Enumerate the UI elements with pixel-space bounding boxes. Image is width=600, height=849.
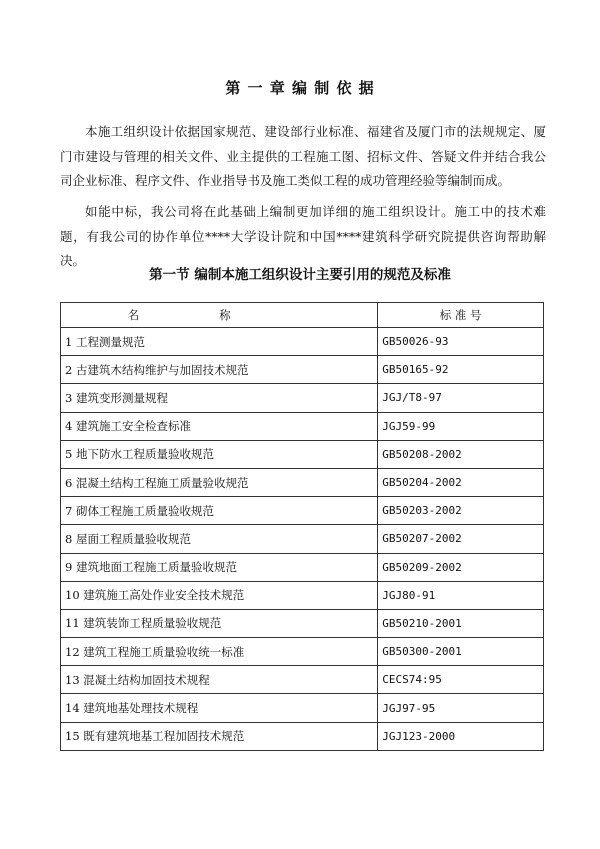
- standard-name: 1 工程测量规范: [61, 328, 378, 356]
- table-row: [61, 553, 544, 581]
- table-body: [61, 328, 544, 751]
- table-row: [61, 468, 544, 496]
- standard-name: 2 古建筑木结构维护与加固技术规范: [61, 356, 378, 384]
- paragraph-support: 如能中标，我公司将在此基础上编制更加详细的施工组织设计。施工中的技术难题，有我公司的协作单位****大学设计院和中国****建筑科学研究院提供咨询帮助解决。: [60, 204, 546, 268]
- table-row: [61, 666, 544, 694]
- standard-code: GB50204-2002: [378, 468, 544, 496]
- standard-code: GB50208-2002: [378, 440, 544, 468]
- standard-code: GB50209-2002: [378, 553, 544, 581]
- table-row: [61, 412, 544, 440]
- standard-code: GB50207-2002: [378, 525, 544, 553]
- standard-name: 13 混凝土结构加固技术规程: [61, 666, 378, 694]
- standard-code: GB50300-2001: [378, 638, 544, 666]
- paragraph-basis: 本施工组织设计依据国家规范、建设部行业标准、福建省及厦门市的法规规定、厦门市建设与管理的相关文件、业主提供的工程施工图、招标文件、答疑文件并结合我公司企业标准、程序文件、作业指导书及施工类似工程的成功管理经验等编制而成。: [60, 124, 546, 188]
- standard-name: 6 混凝土结构工程施工质量验收规范: [61, 468, 378, 496]
- table-row: [61, 497, 544, 525]
- standard-name: 5 地下防水工程质量验收规范: [61, 440, 378, 468]
- standard-name: 10 建筑施工高处作业安全技术规范: [61, 581, 378, 609]
- standard-code: GB50026-93: [378, 328, 544, 356]
- standard-code: GB50165-92: [378, 356, 544, 384]
- table-row: [61, 328, 544, 356]
- standard-name: 14 建筑地基处理技术规程: [61, 694, 378, 722]
- table-row: [61, 694, 544, 722]
- standard-code: JGJ/T8-97: [378, 384, 544, 412]
- table-row: [61, 384, 544, 412]
- header-name: 名称: [61, 303, 378, 328]
- table-row: [61, 525, 544, 553]
- header-code: 标 准 号: [378, 303, 544, 328]
- table-row: [61, 638, 544, 666]
- table-row: [61, 722, 544, 750]
- standard-code: JGJ59-99: [378, 412, 544, 440]
- table-row: [61, 440, 544, 468]
- table-row: [61, 581, 544, 609]
- standards-table: [60, 302, 544, 751]
- standard-name: 12 建筑工程施工质量验收统一标准: [61, 638, 378, 666]
- standard-name: 4 建筑施工安全检查标准: [61, 412, 378, 440]
- chapter-title: 第 一 章 编 制 依 据: [225, 79, 375, 97]
- table-header-row: [61, 303, 544, 328]
- table-row: [61, 609, 544, 637]
- table-row: [61, 356, 544, 384]
- standard-name: 3 建筑变形测量规程: [61, 384, 378, 412]
- standard-code: JGJ80-91: [378, 581, 544, 609]
- standard-code: GB50210-2001: [378, 609, 544, 637]
- standard-name: 9 建筑地面工程施工质量验收规范: [61, 553, 378, 581]
- standard-code: JGJ97-95: [378, 694, 544, 722]
- section-title: 第一节 编制本施工组织设计主要引用的规范及标准: [149, 267, 451, 283]
- standard-name: 8 屋面工程质量验收规范: [61, 525, 378, 553]
- standard-name: 7 砌体工程施工质量验收规范: [61, 497, 378, 525]
- standard-code: GB50203-2002: [378, 497, 544, 525]
- standard-code: CECS74:95: [378, 666, 544, 694]
- standard-code: JGJ123-2000: [378, 722, 544, 750]
- standard-name: 11 建筑装饰工程质量验收规范: [61, 609, 378, 637]
- standard-name: 15 既有建筑地基工程加固技术规范: [61, 722, 378, 750]
